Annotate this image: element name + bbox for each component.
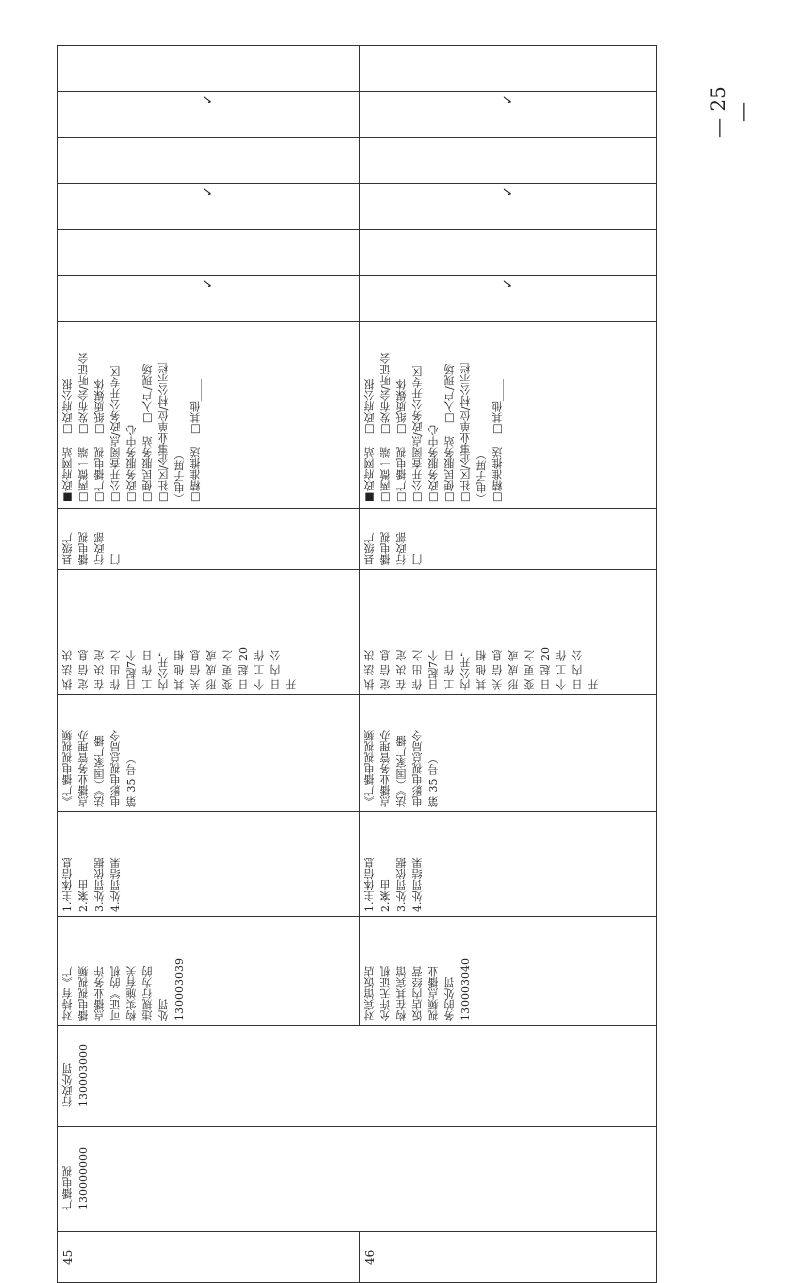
- basis-text: 《广播电视视频 点播业务管理办 法》（国家广播 电影电视总局令 第 35 号）: [61, 730, 138, 807]
- seq-number: 45: [61, 1249, 75, 1265]
- mark-cell-45-4: [58, 138, 360, 184]
- seq-number: 46: [363, 1249, 377, 1265]
- item-cell-45: [58, 917, 360, 1026]
- timeline-cell-45: [58, 570, 360, 695]
- mark-cell-45-3: ✓: [58, 184, 360, 230]
- channels-cell-46: [360, 322, 657, 509]
- page-number: — 25 —: [706, 86, 754, 138]
- channels-text: ■政府网站 □政府公报 □两微一端 □发布会/听证会 □广播电视 □纸质媒体 □公开查阅点/政务公开专区 □政务服务中心 □便民服务站 □入户/现场 □社区/企事业单位/村公示栏 （电子屏） □精准推送 □其他____: [363, 353, 504, 504]
- category-text: 广播电视 130000000: [61, 1147, 90, 1211]
- item-text: 对持有《广 播电视视频 点播业务许 可证》的机 构实施有关 违规行为的 处罚 130003039: [61, 958, 186, 1021]
- channels-cell-45: [58, 322, 360, 509]
- channels-text: ■政府网站 □政府公报 □两微一端 □发布会/听证会 □广播电视 □纸质媒体 □公开查阅点/政务公开专区 □政务服务中心 □便民服务站 □入户/现场 □社区/企事业单位/村公示栏 （电子屏） □精准推送 □其他____: [61, 353, 202, 504]
- mark-cell-45-2: [58, 230, 360, 276]
- content-cell-45: [58, 812, 360, 917]
- seq-cell-46: [360, 1232, 657, 1283]
- subject-cell-46: [360, 509, 657, 570]
- subject-text: 县级广 播电视 行政部 门: [363, 532, 424, 565]
- disclosure-table: [57, 45, 657, 1283]
- content-text: 1.主体信息 2.案由 3.处罚依据 4.处罚结果: [363, 857, 424, 912]
- basis-cell-46: [360, 695, 657, 812]
- timeline-text: 执 法 决 定 信 息 在 决 定 作 出 之 日起7个 工 作 日 内公开， 其 他 相 关 信 息 形 成 或 变 更 之 日 起 20 个 工 作 日 内 公 开: [363, 646, 600, 690]
- subject-cell-45: [58, 509, 360, 570]
- item-text: 对宾馆饭店 允许无证机 构在其宾馆 饭店内经营 视频点播业 务的处罚 130003040: [363, 958, 472, 1021]
- subject-text: 县级广 播电视 行政部 门: [61, 532, 122, 565]
- mark-cell-45-6: [58, 46, 360, 92]
- content-cell-46: [360, 812, 657, 917]
- mark-cell-46-6: [360, 46, 657, 92]
- content-text: 1.主体信息 2.案由 3.处罚依据 4.处罚结果: [61, 857, 122, 912]
- seq-cell-45: [58, 1232, 360, 1283]
- subcategory-text: 行政处罚 130003000: [61, 1044, 90, 1108]
- subcategory-cell: [58, 1026, 657, 1127]
- item-cell-46: [360, 917, 657, 1026]
- mark-cell-45-1: ✓: [58, 276, 360, 322]
- mark-cell-45-5: ✓: [58, 92, 360, 138]
- mark-cell-46-5: ✓: [360, 92, 657, 138]
- mark-cell-46-4: [360, 138, 657, 184]
- mark-cell-46-1: ✓: [360, 276, 657, 322]
- mark-cell-46-3: ✓: [360, 184, 657, 230]
- basis-text: 《广播电视视频 点播业务管理办 法》（国家广播 电影电视总局令 第 35 号）: [363, 730, 440, 807]
- basis-cell-45: [58, 695, 360, 812]
- timeline-cell-46: [360, 570, 657, 695]
- mark-cell-46-2: [360, 230, 657, 276]
- timeline-text: 执 法 决 定 信 息 在 决 定 作 出 之 日起7个 工 作 日 内公开， 其 他 相 关 信 息 形 成 或 变 更 之 日 起 20 个 工 作 日 内 公 开: [61, 646, 298, 690]
- category-cell: [58, 1127, 657, 1232]
